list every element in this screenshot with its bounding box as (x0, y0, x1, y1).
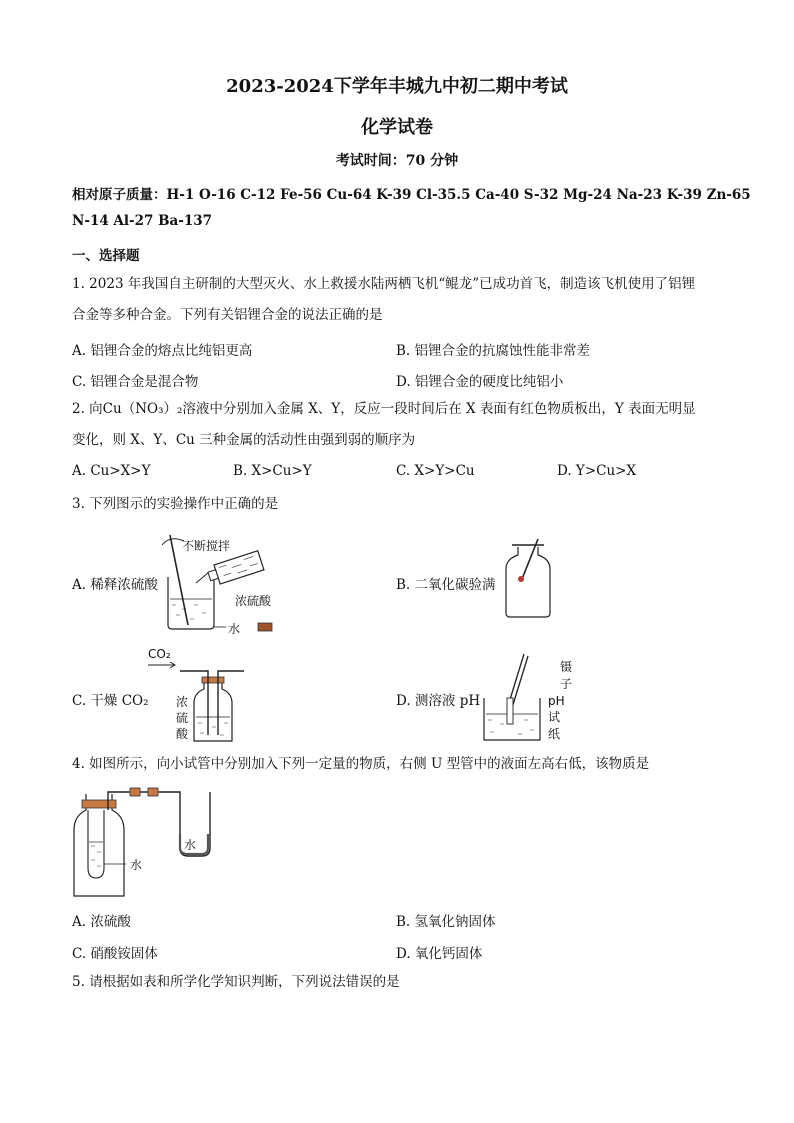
label-conc-acid: 浓硫酸 (235, 594, 272, 608)
subject-title: 化学试卷 (361, 117, 433, 138)
q3-option-c: C. 干燥 CO₂ (72, 693, 149, 709)
label-conc3: 酸 (176, 727, 189, 741)
q4-option-c: C. 硝酸铵固体 (72, 946, 158, 962)
q1-option-d: D. 铝锂合金的硬度比纯铝小 (396, 374, 564, 390)
label-stir: 不断搅拌 (182, 539, 231, 553)
q2-option-c: C. X>Y>Cu (396, 463, 475, 479)
figure-co2-full-check (500, 535, 560, 620)
label-water-flask: 水 (130, 858, 143, 872)
figure-dry-co2 (140, 645, 250, 745)
figure-dilute-acid (140, 525, 290, 640)
label-ph-paper: pH试纸 (548, 694, 565, 741)
q3-option-b: B. 二氧化碳验满 (396, 577, 496, 593)
atomic-masses-line1: 相对原子质量：H-1 O-16 C-12 Fe-56 Cu-64 K-39 Cl-35.5 Ca-40 S-32 Mg-24 Na-23 K-39 Zn-65 (72, 187, 751, 203)
exam-time: 考试时间：70 分钟 (335, 153, 459, 169)
q4-stem: 4. 如图所示，向小试管中分别加入下列一定量的物质，右侧 U 型管中的液面左高右低，该物质是 (72, 756, 650, 772)
label-water-a: 水 (228, 622, 241, 636)
q4-option-a: A. 浓硫酸 (72, 914, 131, 930)
q3-stem: 3. 下列图示的实验操作中正确的是 (72, 496, 279, 512)
q2-stem-line2: 变化，则 X、Y、Cu 三种金属的活动性由强到弱的顺序为 (72, 432, 416, 448)
label-co2: CO₂ (148, 647, 171, 661)
q3-option-d: D. 测溶液 pH (396, 693, 481, 709)
figure-measure-ph (480, 650, 573, 745)
q3-option-a: A. 稀释浓硫酸 (72, 577, 158, 593)
label-conc1: 浓 (176, 695, 189, 709)
q5-stem: 5. 请根据如表和所学化学知识判断，下列说法错误的是 (72, 974, 400, 990)
q1-stem-line2: 合金等多种合金。下列有关铝锂合金的说法正确的是 (72, 307, 383, 323)
q2-option-b: B. X>Cu>Y (233, 463, 312, 479)
q2-option-d: D. Y>Cu>X (557, 463, 637, 479)
q1-option-b: B. 铝锂合金的抗腐蚀性能非常差 (396, 343, 591, 359)
q2-stem-line1: 2. 向Cu（NO₃）₂溶液中分别加入金属 X、Y，反应一段时间后在 X 表面有红色物质板出，Y 表面无明显 (72, 401, 696, 417)
q1-option-c: C. 铝锂合金是混合物 (72, 374, 199, 390)
figure-u-tube (68, 782, 228, 900)
section-heading: 一、选择题 (72, 248, 140, 264)
atomic-masses-line2: N-14 Al-27 Ba-137 (72, 213, 213, 229)
exam-title: 2023-2024下学年丰城九中初二期中考试 (226, 76, 568, 97)
q1-option-a: A. 铝锂合金的熔点比纯铝更高 (72, 343, 253, 359)
label-conc2: 硫 (176, 711, 189, 725)
q2-option-a: A. Cu>X>Y (72, 463, 151, 479)
q4-option-d: D. 氧化钙固体 (396, 946, 483, 962)
label-tweezers: 镊子 (560, 660, 573, 691)
q4-option-b: B. 氢氧化钠固体 (396, 914, 496, 930)
label-water-utube: 水 (184, 838, 197, 852)
q1-stem-line1: 1. 2023 年我国自主研制的大型灭火、水上救援水陆两栖飞机“鲲龙”已成功首飞，制造该飞机使用了铝锂 (72, 276, 696, 292)
